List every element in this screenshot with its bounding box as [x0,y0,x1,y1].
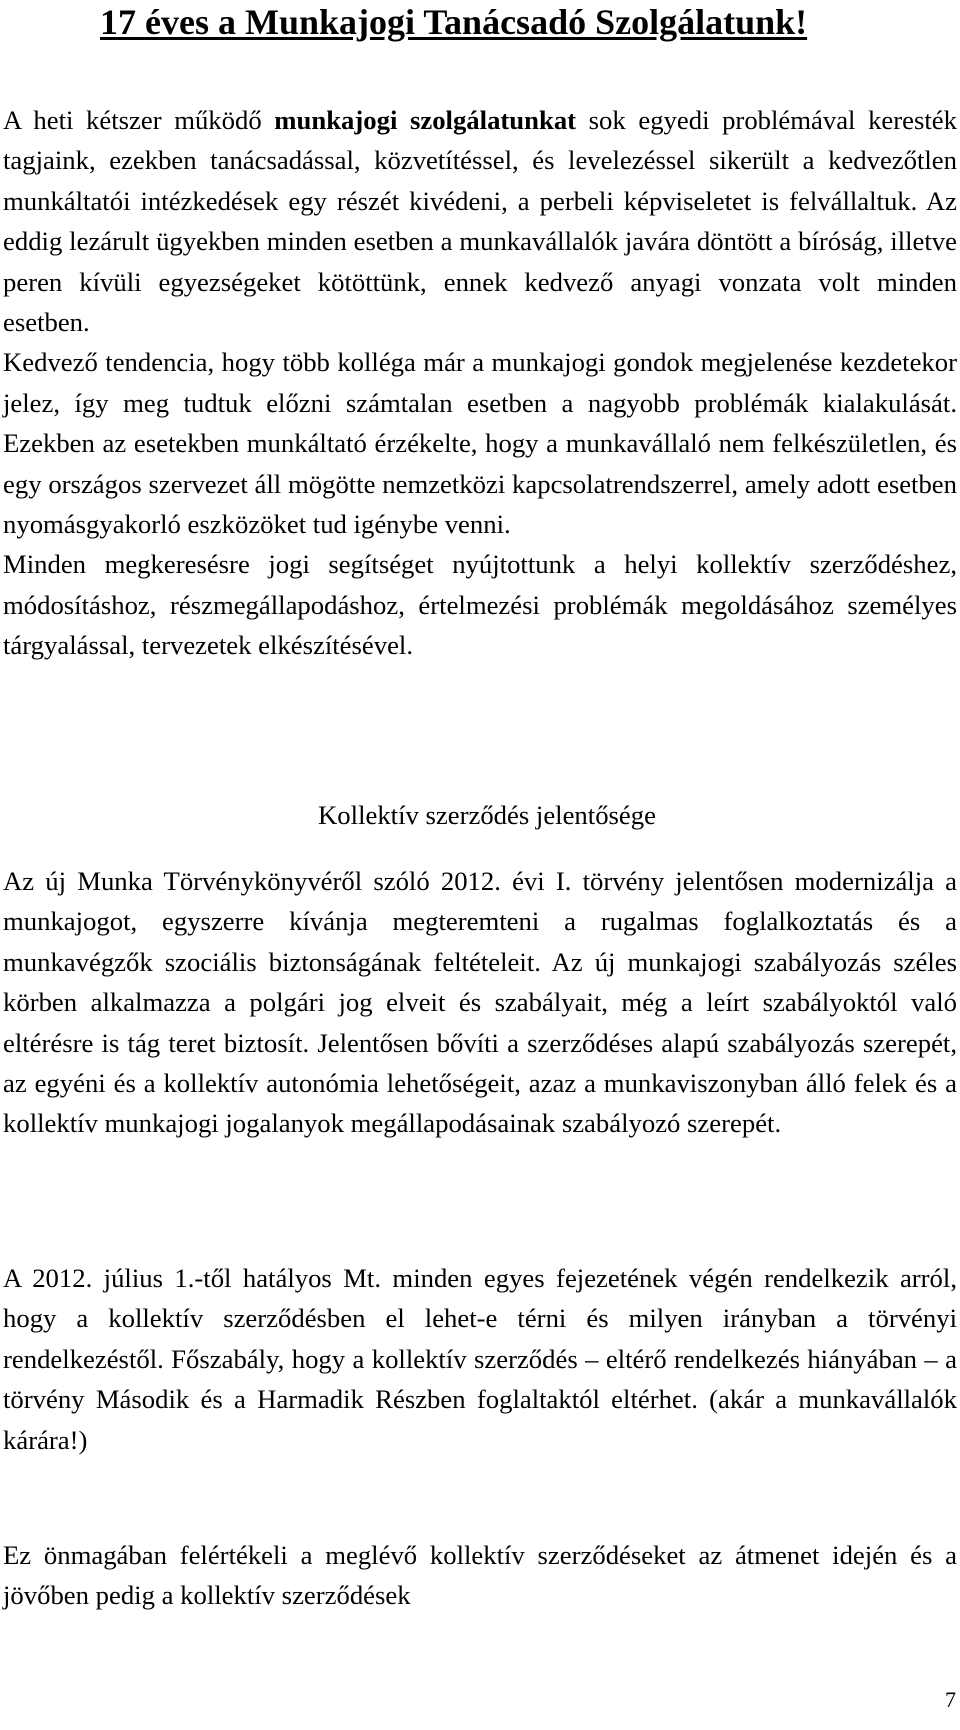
text-block-1 [3,100,957,666]
paragraph-1-text-start: A heti kétszer működő [3,105,275,135]
paragraph-2: Kedvező tendencia, hogy több kolléga már a munkajogi gondok megjelenése kezdetekor jelez, így meg tudtuk előzni számtalan esetben a nagyobb problémák kialakulását. Ezekben az esetekben munkáltató érzékelte, hogy a munkavállaló nem felkészületlen, és egy országos szervezet áll mögötte nemzetközi kapcsolatrendszerrel, amely adott esetben nyomásgyakorló eszközöket tud igénybe venni. [3,347,957,540]
paragraph-4: Az új Munka Törvénykönyvéről szóló 2012. évi I. törvény jelentősen modernizálja a munkajogot, egyszerre kívánja megteremteni a rugalmas foglalkoztatás és a munkavégzők szociális biztonságának feltételeit. Az új munkajogi szabályozás széles körben alkalmazza a polgári jog elveit és szabályait, még a leírt szabályoktól való eltérésre is tág teret biztosít. Jelentősen bővíti a szerződéses alapú szabályozás szerepét, az egyéni és a kollektív autonómia lehetőségeit, azaz a munkaviszonyban álló felek és a kollektív munkajogi jogalanyok megállapodásainak szabályozó szerepét. [3,866,957,1139]
paragraph-6: Ez önmagában felértékeli a meglévő kollektív szerződéseket az átmenet idején és a jövőben pedig a kollektív szerződések [3,1540,957,1611]
paragraph-1 [3,100,957,342]
paragraph-1-text-end: sok egyedi problémával keresték tagjaink, ezekben tanácsadással, közvetítéssel, és levelezéssel sikerült a kedvezőtlen munkáltatói intézkedések egy részét kivédeni, a perbeli képviseletet is felvállaltuk. Az eddig lezárult ügyekben minden esetben a munkavállalók javára döntött a bíróság, illetve peren kívüli egyezségeket kötöttünk, ennek kedvező anyagi vonzata volt minden esetben. [3,105,957,338]
paragraph-5: A 2012. július 1.-től hatályos Mt. minden egyes fejezetének végén rendelkezik arról, hogy a kollektív szerződésben el lehet-e térni és milyen irányban a törvényi rendelkezéstől. Főszabály, hogy a kollektív szerződés – eltérő rendelkezés hiányában – a törvény Második és a Harmadik Részben foglaltaktól eltérhet. (akár a munkavállalók kárára!) [3,1263,957,1455]
paragraph-1-bold-text: munkajogi szolgálatunkat [274,105,577,135]
document-title: 17 éves a Munkajogi Tanácsadó Szolgálatunk! [100,2,808,42]
page-number: 7 [945,1687,956,1712]
section-subheading: Kollektív szerződés jelentősége [318,800,656,830]
paragraph-3: Minden megkeresésre jogi segítséget nyújtottunk a helyi kollektív szerződéshez, módosításhoz, részmegállapodáshoz, értelmezési problémák megoldásához személyes tárgyalással, tervezetek elkészítésével. [3,549,957,661]
